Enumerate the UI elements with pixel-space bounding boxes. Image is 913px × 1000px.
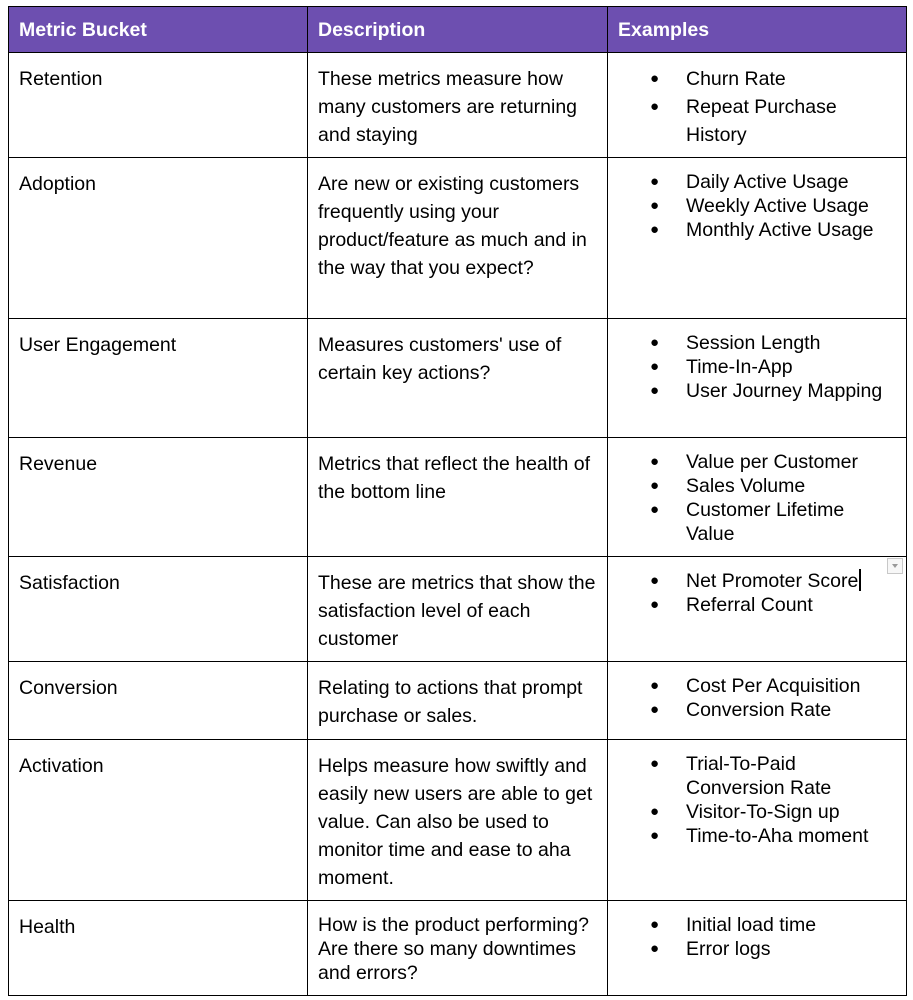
bucket-cell[interactable]: Satisfaction [9, 557, 308, 662]
example-item: ● Customer Lifetime Value [686, 498, 896, 546]
example-item: ● Error logs [686, 937, 896, 961]
table-row-health [9, 901, 907, 996]
example-item: ● Daily Active Usage [686, 170, 896, 194]
example-item: ● Time-to-Aha moment [686, 824, 896, 848]
examples-list [618, 674, 896, 722]
table-row-user-engagement [9, 319, 907, 438]
example-text: Net Promoter Score [686, 570, 859, 592]
example-item: ● Visitor-To-Sign up [686, 800, 896, 824]
description-cell[interactable]: Helps measure how swiftly and easily new users are able to get value. Can also be used to monitor time and ease to aha moment. [308, 740, 608, 901]
example-item: ● Churn Rate [686, 65, 896, 93]
examples-cell[interactable] [608, 662, 907, 740]
table-row-retention [9, 53, 907, 158]
header-description: Description [308, 7, 608, 53]
description-cell[interactable]: Are new or existing customers frequently using your product/feature as much and in the way that you expect? [308, 158, 608, 319]
examples-cell[interactable] [608, 740, 907, 901]
description-cell[interactable]: These metrics measure how many customers are returning and staying [308, 53, 608, 158]
examples-cell[interactable] [608, 53, 907, 158]
examples-list [618, 170, 896, 242]
table-row-activation [9, 740, 907, 901]
example-item: ● Weekly Active Usage [686, 194, 896, 218]
table-row-conversion [9, 662, 907, 740]
example-item: ● Referral Count [686, 593, 896, 617]
example-item: ● Session Length [686, 331, 896, 355]
examples-list [618, 913, 896, 961]
description-cell[interactable]: Measures customers' use of certain key actions? [308, 319, 608, 438]
example-item [686, 569, 896, 593]
table-row-adoption [9, 158, 907, 319]
text-cursor [859, 569, 861, 591]
bucket-cell[interactable]: Conversion [9, 662, 308, 740]
header-row [9, 7, 907, 53]
example-item: ● Time-In-App [686, 355, 896, 379]
examples-list [618, 331, 896, 403]
description-cell[interactable]: Relating to actions that prompt purchase or sales. [308, 662, 608, 740]
examples-list [618, 65, 896, 149]
description-cell[interactable]: These are metrics that show the satisfaction level of each customer [308, 557, 608, 662]
examples-cell[interactable] [608, 319, 907, 438]
example-item: ● Trial-To-Paid Conversion Rate [686, 752, 896, 800]
example-item: ● Repeat Purchase History [686, 93, 896, 149]
bucket-cell[interactable]: User Engagement [9, 319, 308, 438]
example-item: ● Monthly Active Usage [686, 218, 896, 242]
examples-list [618, 752, 896, 848]
bucket-cell[interactable]: Adoption [9, 158, 308, 319]
examples-cell[interactable] [608, 557, 907, 662]
example-item: ● Sales Volume [686, 474, 896, 498]
bucket-cell[interactable]: Retention [9, 53, 308, 158]
description-cell[interactable]: How is the product performing? Are there so many downtimes and errors? [308, 901, 608, 996]
examples-list [618, 450, 896, 546]
example-item: ● Conversion Rate [686, 698, 896, 722]
example-item: ● Cost Per Acquisition [686, 674, 896, 698]
examples-cell[interactable] [608, 158, 907, 319]
examples-list [618, 569, 896, 617]
bucket-cell[interactable]: Revenue [9, 438, 308, 557]
dropdown-arrow-icon[interactable] [887, 558, 903, 574]
metrics-table [8, 6, 907, 996]
example-item: ● Value per Customer [686, 450, 896, 474]
table-row-revenue [9, 438, 907, 557]
examples-cell[interactable] [608, 438, 907, 557]
header-examples: Examples [608, 7, 907, 53]
example-item: ● User Journey Mapping [686, 379, 896, 403]
bucket-cell[interactable]: Activation [9, 740, 308, 901]
description-cell[interactable]: Metrics that reflect the health of the bottom line [308, 438, 608, 557]
table-row-satisfaction [9, 557, 907, 662]
header-metric-bucket: Metric Bucket [9, 7, 308, 53]
example-item: ● Initial load time [686, 913, 896, 937]
bucket-cell[interactable]: Health [9, 901, 308, 996]
examples-cell[interactable] [608, 901, 907, 996]
